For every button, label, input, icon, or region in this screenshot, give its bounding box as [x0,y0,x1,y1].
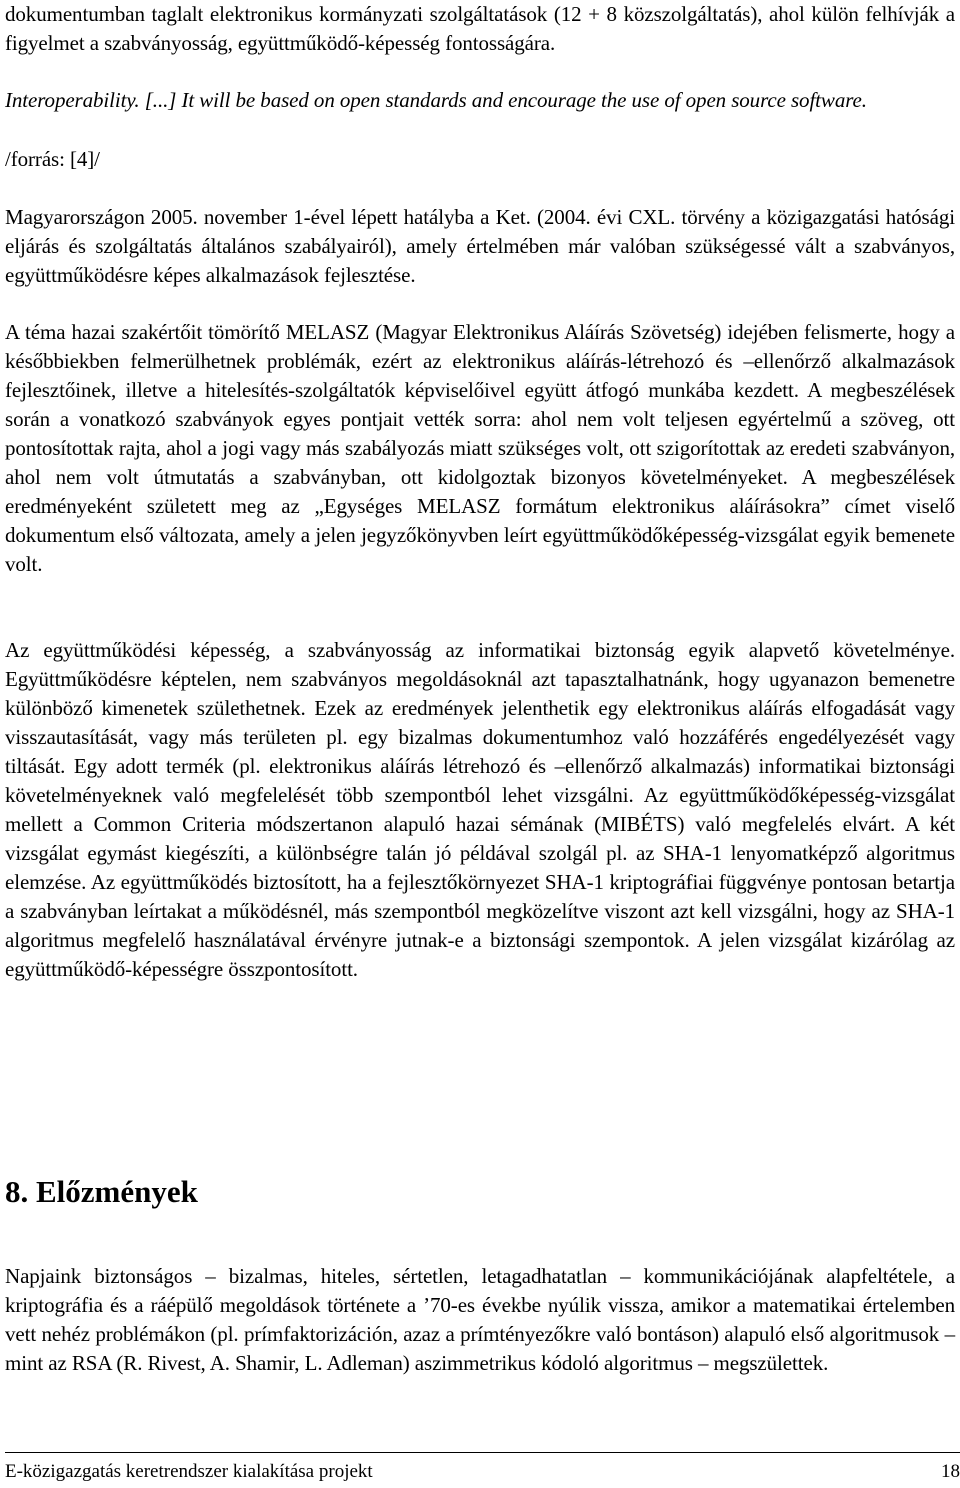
body-paragraph-5: Napjaink biztonságos – bizalmas, hiteles, sértetlen, letagadhatatlan – kommunikációjának alapfeltétele, a kriptográfia és a ráépülő megoldások története a ’70-es évekbe nyúlik vissza, amikor a matematikai értelemben vett nehéz problémákon (pl. prímfaktorizáción, azaz a prímtényezőkre való bontáson) alapuló első algoritmusok – mint az RSA (R. Rivest, A. Shamir, L. Adleman) aszimmetrikus kódoló algoritmus – megszülettek. [5,1264,955,1375]
footer-project-title: E-közigazgatás keretrendszer kialakítása projekt [5,1461,373,1482]
body-paragraph-1: dokumentumban taglalt elektronikus kormányzati szolgáltatások (12 + 8 közszolgáltatás), ahol külön felhívják a figyelmet a szabványosság, együttműködő-képesség fontosságára. [5,2,955,55]
quote-paragraph: Interoperability. [...] It will be based on open standards and encourage the use of open source software. [5,88,867,112]
source-reference: /forrás: [4]/ [5,147,100,171]
body-paragraph-3: A téma hazai szakértőit tömörítő MELASZ (Magyar Elektronikus Aláírás Szövetség) idejében felismerte, hogy a későbbiekben felmerülhetnek problémák, ezért az elektronikus aláírás-létrehozó és –ellenőrző alkalmazások fejlesztőinek, illetve a hitelesítés-szolgáltatók képviselőivel együtt átfogó munkába kezdett. A megbeszélések során a vonatkozó szabványok egyes pontjait vették sorra: ahol nem volt teljesen egyértelmű a szöveg, ott pontosítottak rajta, ahol a jogi vagy más szabályozás miatt szükséges volt, ott szigorítottak az eredeti szabványon, ahol nem volt útmutatás a szabványban, ott kidolgoztak bizonyos követelményeket. A megbeszélések eredményeként született meg az „Egységes MELASZ formátum elektronikus aláírásokra” címet viselő dokumentum első változata, amely a jelen jegyzőkönyvben leírt együttműködőképesség-vizsgálat egyik bemenete volt. [5,320,955,576]
body-paragraph-4: Az együttműködési képesség, a szabványosság az informatikai biztonság egyik alapvető követelménye. Együttműködésre képtelen, nem szabványos megoldásoknál azt tapasztalhatnánk, hogy ugyanazon bemenetre különböző kimenetek születhetnek. Ezek az eredmények jelenthetik egy elektronikus aláírás elfogadását vagy visszautasítását, vagy más területen pl. egy bizalmas dokumentumhoz való hozzáférés engedélyezését vagy tiltását. Egy adott termék (pl. elektronikus aláírás létrehozó és –ellenőrző alkalmazás) informatikai biztonsági követelményeknek való megfelelését több szempontból lehet vizsgálni. Az együttműködőképesség-vizsgálat mellett a Common Criteria módszertanon alapuló hazai sémának (MIBÉTS) való megfelelés elvárt. A két vizsgálat egymást kiegészíti, a különbségre talán jó példával szolgál pl. az SHA-1 lenyomatképző algoritmus elemzése. Az együttműködés biztosított, ha a fejlesztőkörnyezet SHA-1 kriptográfiai függvénye pontosan betartja a szabványban leírtakat a működésnél, más szempontból megközelítve viszont azt kell vizsgálni, hogy az SHA-1 algoritmus megfelelő használatával érvényre jutnak-e a biztonsági szempontok. A jelen vizsgálat kizárólag az együttműködő-képességre összpontosított. [5,638,955,981]
document-page [5,0,960,1488]
section-number: 8. [5,1174,29,1209]
section-heading [5,1172,198,1212]
page-number: 18 [941,1461,960,1482]
body-paragraph-2: Magyarországon 2005. november 1-ével lépett hatályba a Ket. (2004. évi CXL. törvény a közigazgatási hatósági eljárás és szolgáltatás általános szabályairól), amely értelmében már valóban szükségessé vált a szabványos, együttműködésre képes alkalmazások fejlesztése. [5,205,955,287]
section-title: Előzmények [36,1174,198,1209]
footer-divider [5,1452,960,1453]
